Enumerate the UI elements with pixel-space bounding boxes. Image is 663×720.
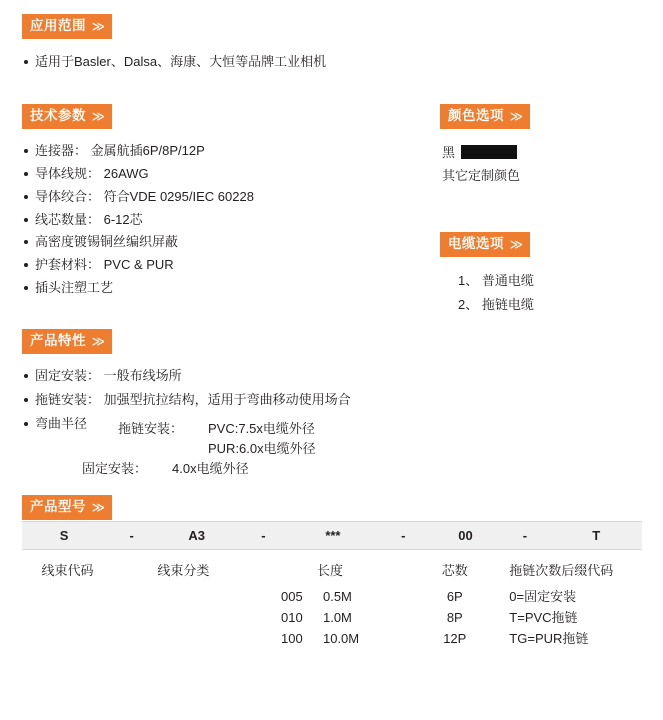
color-label: 黑 [442, 145, 456, 160]
section-header-cable [440, 232, 530, 257]
bend-key: 拖链安装： [118, 420, 184, 436]
list-item: 高密度镀锡铜丝编织屏蔽 [22, 233, 422, 252]
section-header-application [22, 14, 112, 39]
table-row [254, 587, 407, 608]
list-item: 插头注塑工艺 [22, 279, 422, 298]
suffix-value: TG=PUR拖链 [509, 630, 589, 646]
table-row [254, 608, 407, 629]
list-item: 2、 拖链电缆 [458, 297, 534, 312]
suffix-value: 0=固定安装 [509, 589, 577, 604]
length-value: 0.5M [322, 589, 352, 604]
section-title-specs: 技术参数 [30, 108, 86, 124]
model-separator: - [401, 528, 406, 543]
table-row [82, 459, 582, 479]
section-header-model [22, 495, 112, 520]
length-code: 100 [280, 630, 303, 646]
model-code-bar [22, 521, 642, 550]
chevron-right-icon: ≫ [509, 108, 524, 124]
section-title-model: 产品型号 [30, 499, 86, 515]
model-part-length: *** [325, 528, 341, 543]
section-features [22, 329, 582, 479]
feature-label: 拖链安装： [35, 391, 101, 407]
core-value: 6P [446, 589, 463, 604]
core-value: 8P [446, 609, 463, 625]
section-model [22, 495, 642, 520]
legend-suffix [503, 560, 642, 649]
list-item: 连接器： 金属航插6P/8P/12P [22, 142, 422, 161]
length-code: 010 [280, 609, 303, 625]
list-item [22, 367, 582, 386]
color-swatch [461, 145, 517, 159]
list-item [22, 415, 582, 434]
table-row [254, 629, 407, 650]
section-cable [440, 232, 630, 318]
legend-code [22, 560, 113, 649]
section-title-cable: 电缆选项 [448, 236, 504, 252]
section-header-color [440, 104, 530, 129]
chevron-right-icon: ≫ [91, 499, 106, 515]
legend-title: 线束分类 [157, 563, 210, 578]
model-number-table [22, 521, 642, 649]
bend-value: 4.0x电缆外径 [172, 460, 249, 476]
legend-title: 芯数 [441, 563, 468, 578]
section-header-specs [22, 104, 112, 129]
legend-length [254, 560, 407, 649]
feature-value: 加强型抗拉结构，适用于弯曲移动使用场合 [103, 391, 351, 407]
list-item: 导体绞合： 符合VDE 0295/IEC 60228 [22, 188, 422, 207]
suffix-value: T=PVC拖链 [509, 609, 578, 625]
chevron-right-icon: ≫ [91, 18, 106, 34]
length-code: 005 [280, 589, 303, 604]
bend-value: PUR:6.0x电缆外径 [208, 440, 316, 456]
list-item: 适用于Basler、Dalsa、海康、大恒等品牌工业相机 [22, 53, 442, 72]
legend-title: 拖链次数后缀代码 [509, 563, 614, 578]
specs-list [22, 142, 422, 298]
list-item [22, 391, 582, 410]
model-separator: - [522, 528, 528, 543]
bend-key: 固定安装： [82, 460, 148, 476]
core-value: 12P [443, 630, 467, 646]
model-part-code: S [59, 528, 69, 543]
model-part-suffix: T [592, 528, 601, 543]
legend-class [113, 560, 254, 649]
color-swatch-row [442, 142, 630, 161]
chevron-right-icon: ≫ [91, 108, 106, 124]
feature-value: 一般布线场所 [103, 368, 182, 383]
section-specs [22, 104, 422, 302]
feature-label: 固定安装： [35, 368, 101, 383]
bend-value: PVC:7.5x电缆外径 [208, 420, 315, 436]
section-color [440, 104, 630, 186]
list-item: 导体线规： 26AWG [22, 165, 422, 184]
length-value: 1.0M [322, 609, 352, 625]
list-item: 线芯数量： 6-12芯 [22, 211, 422, 230]
model-part-class: A3 [188, 528, 205, 543]
section-title-features: 产品特性 [30, 333, 86, 349]
application-list [22, 53, 442, 72]
bend-key [118, 439, 208, 459]
model-legend [22, 560, 642, 649]
color-note: 其它定制颜色 [442, 168, 521, 183]
table-row [118, 439, 582, 459]
features-list [22, 367, 582, 434]
chevron-right-icon: ≫ [91, 333, 106, 349]
legend-core [406, 560, 503, 649]
legend-title: 长度 [316, 563, 343, 578]
model-separator: - [261, 528, 266, 543]
list-item: 护套材料： PVC & PUR [22, 256, 422, 275]
section-header-features [22, 329, 112, 354]
cable-options-list [440, 270, 630, 313]
length-value: 10.0M [322, 630, 360, 646]
bend-radius-label: 弯曲半径 [35, 415, 88, 431]
model-part-core: 00 [458, 528, 473, 543]
list-item: 1、 普通电缆 [458, 273, 534, 288]
model-separator: - [129, 528, 134, 543]
section-application [22, 14, 442, 77]
legend-title: 线束代码 [41, 563, 94, 578]
section-title-color: 颜色选项 [448, 108, 504, 124]
section-title-application: 应用范围 [30, 18, 86, 34]
chevron-right-icon: ≫ [509, 236, 524, 252]
